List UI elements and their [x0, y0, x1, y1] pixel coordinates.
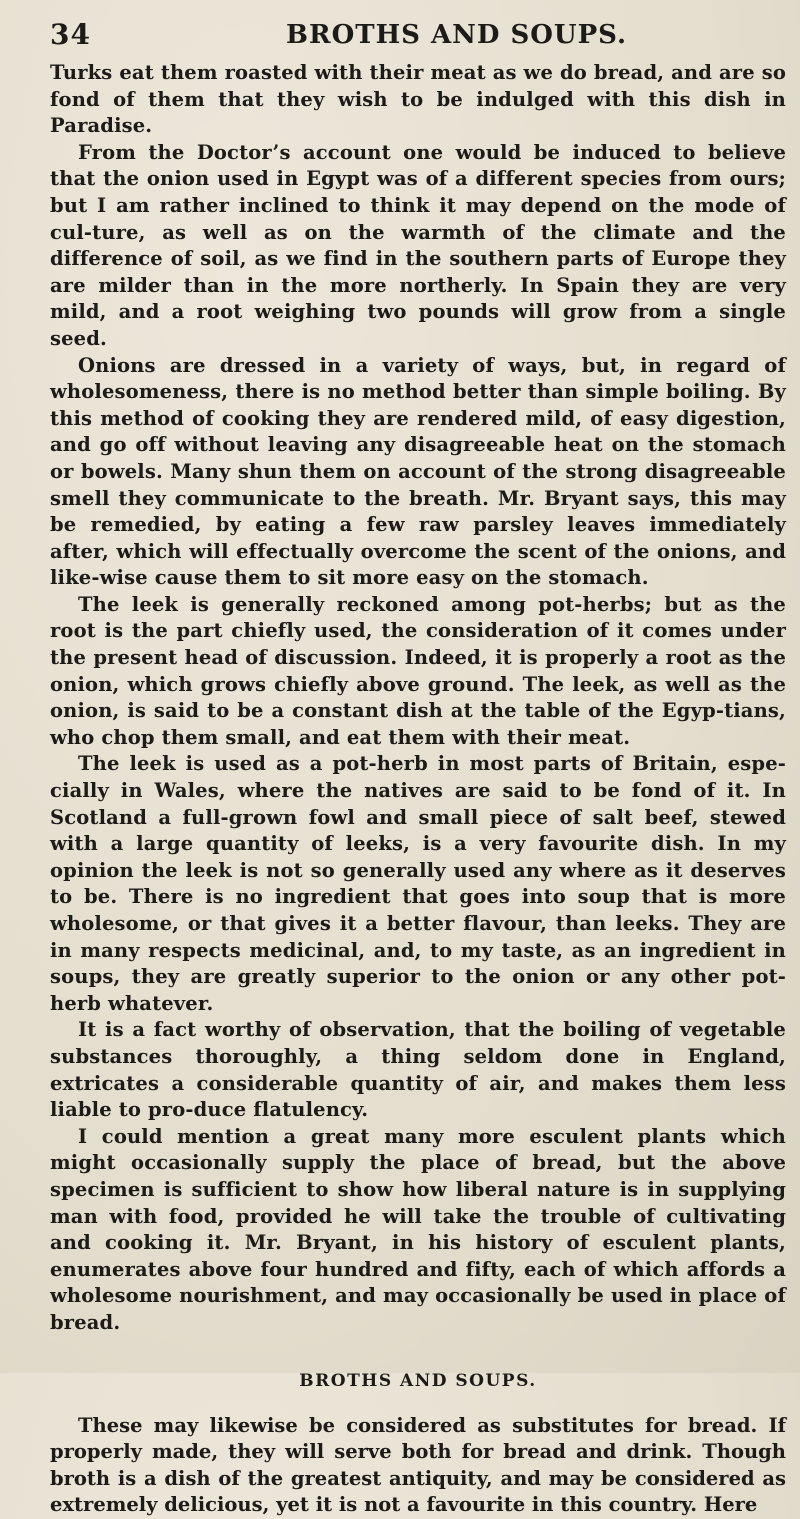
body-text	[50, 60, 786, 1337]
running-head	[50, 14, 786, 60]
page-number: 34	[50, 18, 91, 51]
paragraph: Onions are dressed in a variety of ways, but, in regard of wholesomeness, there is no method better than simple boiling. By this method of cooking they are rendered mild, of easy digestion, and go off without leaving any disagreeable heat on the stomach or bowels. Many shun them on account of the strong disagreeable smell they communicate to the breath. Mr. Bryant says, this may be remedied, by eating a few raw parsley leaves immediately after, which will effectually overcome the scent of the onions, and like-wise cause them to sit more easy on the stomach.	[50, 353, 786, 590]
paragraph: From the Doctor’s account one would be induced to believe that the onion used in Egypt was of a different species from ours; but I am rather inclined to think it may depend on the mode of cul-ture, as well as on the warmth of the climate and the difference of soil, as we find in the southern parts of Europe they are milder than in the more northerly. In Spain they are very mild, and a root weighing two pounds will grow from a single seed.	[50, 140, 786, 350]
paragraph: I could mention a great many more esculent plants which might occasionally supply the place of bread, but the above specimen is sufficient to show how liberal nature is in supplying man with food, provided he will take the trouble of cultivating and cooking it. Mr. Bryant, in his history of esculent plants, enumerates above four hundred and fifty, each of which affords a wholesome nourishment, and may occasionally be used in place of bread.	[50, 1124, 786, 1334]
paragraph: These may likewise be considered as substitutes for bread. If properly made, they will serve both for bread and drink. Though broth is a dish of the greatest antiquity, and may be considered as extremely delicious, yet it is not a favourite in this country. Here	[50, 1413, 786, 1517]
paragraph: It is a fact worthy of observation, that the boiling of vegetable substances thoroughly, a thing seldom done in England, extricates a considerable quantity of air, and makes them less liable to pro-duce flatulency.	[50, 1018, 786, 1122]
running-title: BROTHS AND SOUPS.	[286, 20, 628, 50]
paragraph: The leek is generally reckoned among pot-herbs; but as the root is the part chiefly used, the consideration of it comes under the present head of discussion. Indeed, it is properly a root as the onion, which grows chiefly above ground. The leek, as well as the onion, is said to be a constant dish at the table of the Egyp-tians, who chop them small, and eat them with their meat.	[50, 592, 786, 749]
book-page	[50, 14, 786, 1517]
section-heading: BROTHS AND SOUPS.	[299, 1370, 537, 1391]
section-text	[50, 1413, 786, 1519]
paragraph: Turks eat them roasted with their meat as we do bread, and are so fond of them that they wish to be indulged with this dish in Paradise.	[50, 61, 786, 138]
paragraph: The leek is used as a pot-herb in most parts of Britain, espe-cially in Wales, where the natives are said to be fond of it. In Scotland a full-grown fowl and small piece of salt beef, stewed with a large quantity of leeks, is a very favourite dish. In my opinion the leek is not so generally used any where as it deserves to be. There is no ingredient that goes into soup that is more wholesome, or that gives it a better flavour, than leeks. They are in many respects medicinal, and, to my taste, as an ingredient in soups, they are greatly superior to the onion or any other pot-herb whatever.	[50, 752, 786, 1015]
